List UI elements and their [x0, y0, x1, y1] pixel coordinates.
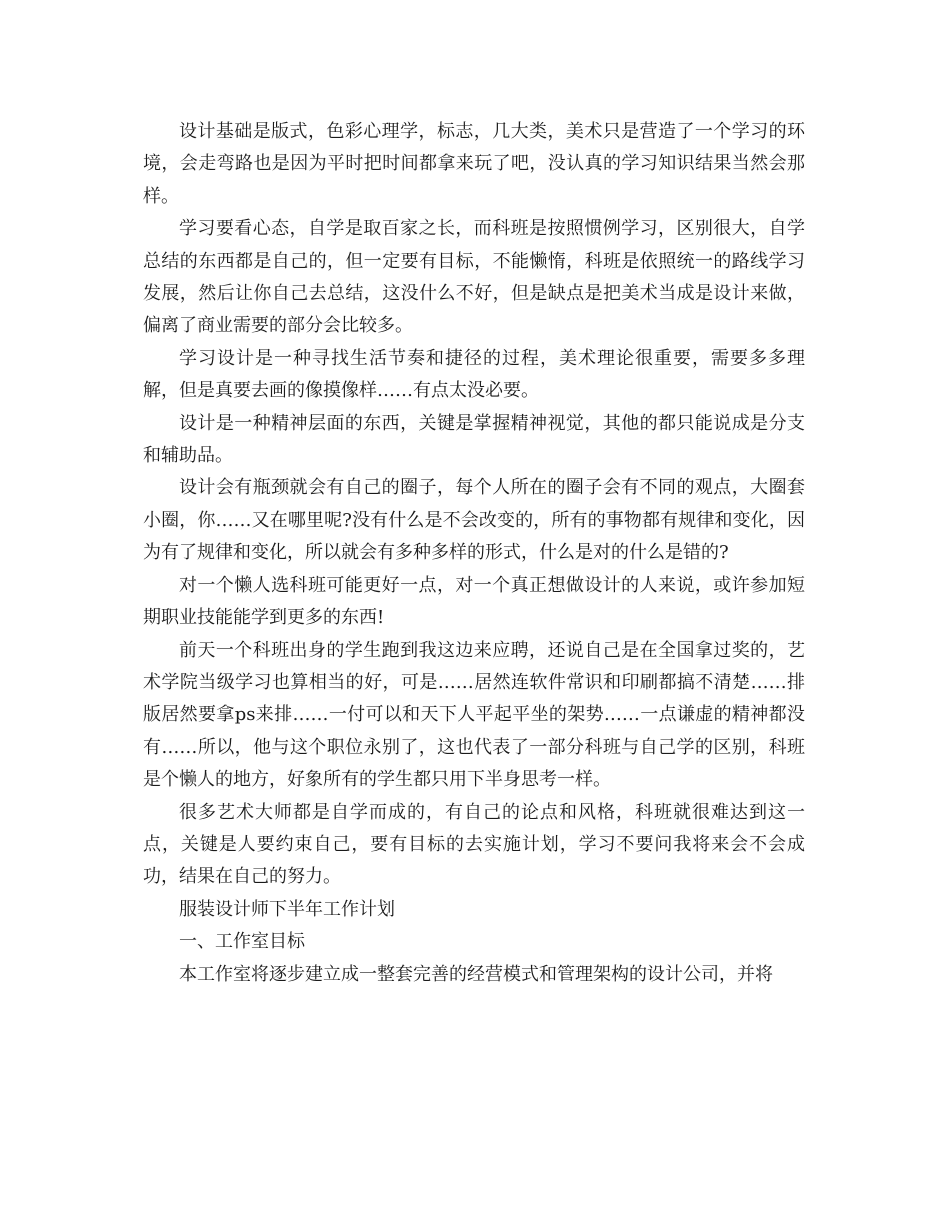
paragraph-design-basics: 设计基础是版式，色彩心理学，标志，几大类，美术只是营造了一个学习的环境，会走弯路也是因为平时把时间都拿来玩了吧，没认真的学习知识结果当然会那样。 — [143, 121, 805, 207]
paragraph-design-spirit: 设计是一种精神层面的东西，关键是掌握精神视觉，其他的都只能说成是分支和辅助品。 — [143, 412, 805, 467]
paragraph-studio-goal: 本工作室将逐步建立成一整套完善的经营模式和管理架构的设计公司，并将 — [179, 963, 773, 985]
document-body — [143, 116, 805, 991]
section-title-work-plan: 服装设计师下半年工作计划 — [179, 898, 395, 920]
paragraph-job-applicant: 前天一个科班出身的学生跑到我这边来应聘，还说自己是在全国拿过奖的，艺术学院当级学习也算相当的好，可是……居然连软件常识和印刷都搞不清楚……排版居然要拿ps来排……一付可以和天下人平起平坐的架势……一点谦虚的精神都没有……所以，他与这个职位永别了，这也代表了一部分科班与自己学的区别，科班是个懒人的地方，好象所有的学生都只用下半身思考一样。 — [143, 639, 805, 791]
paragraph-design-rhythm: 学习设计是一种寻找生活节奏和捷径的过程，美术理论很重要，需要多多理解，但是真要去画的像摸像样……有点太没必要。 — [143, 347, 805, 402]
section-heading-studio-goal: 一、工作室目标 — [179, 931, 305, 953]
paragraph-learning-mindset: 学习要看心态，自学是取百家之长，而科班是按照惯例学习，区别很大，自学总结的东西都是自己的，但一定要有目标，不能懒惰，科班是依照统一的路线学习发展，然后让你自己去总结，这没什么不好，但是缺点是把美术当成是设计来做，偏离了商业需要的部分会比较多。 — [143, 218, 805, 337]
paragraph-design-circles: 设计会有瓶颈就会有自己的圈子，每个人所在的圈子会有不同的观点，大圈套小圈，你……又在哪里呢?没有什么是不会改变的，所有的事物都有规律和变化，因为有了规律和变化，所以就会有多种多样的形式，什么是对的什么是错的? — [143, 477, 805, 564]
paragraph-self-taught-masters: 很多艺术大师都是自学而成的，有自己的论点和风格，科班就很难达到这一点，关键是人要约束自己，要有目标的去实施计划，学习不要问我将来会不会成功，结果在自己的努力。 — [143, 801, 805, 888]
paragraph-lazy-person: 对一个懒人选科班可能更好一点，对一个真正想做设计的人来说，或许参加短期职业技能能学到更多的东西! — [143, 574, 805, 629]
